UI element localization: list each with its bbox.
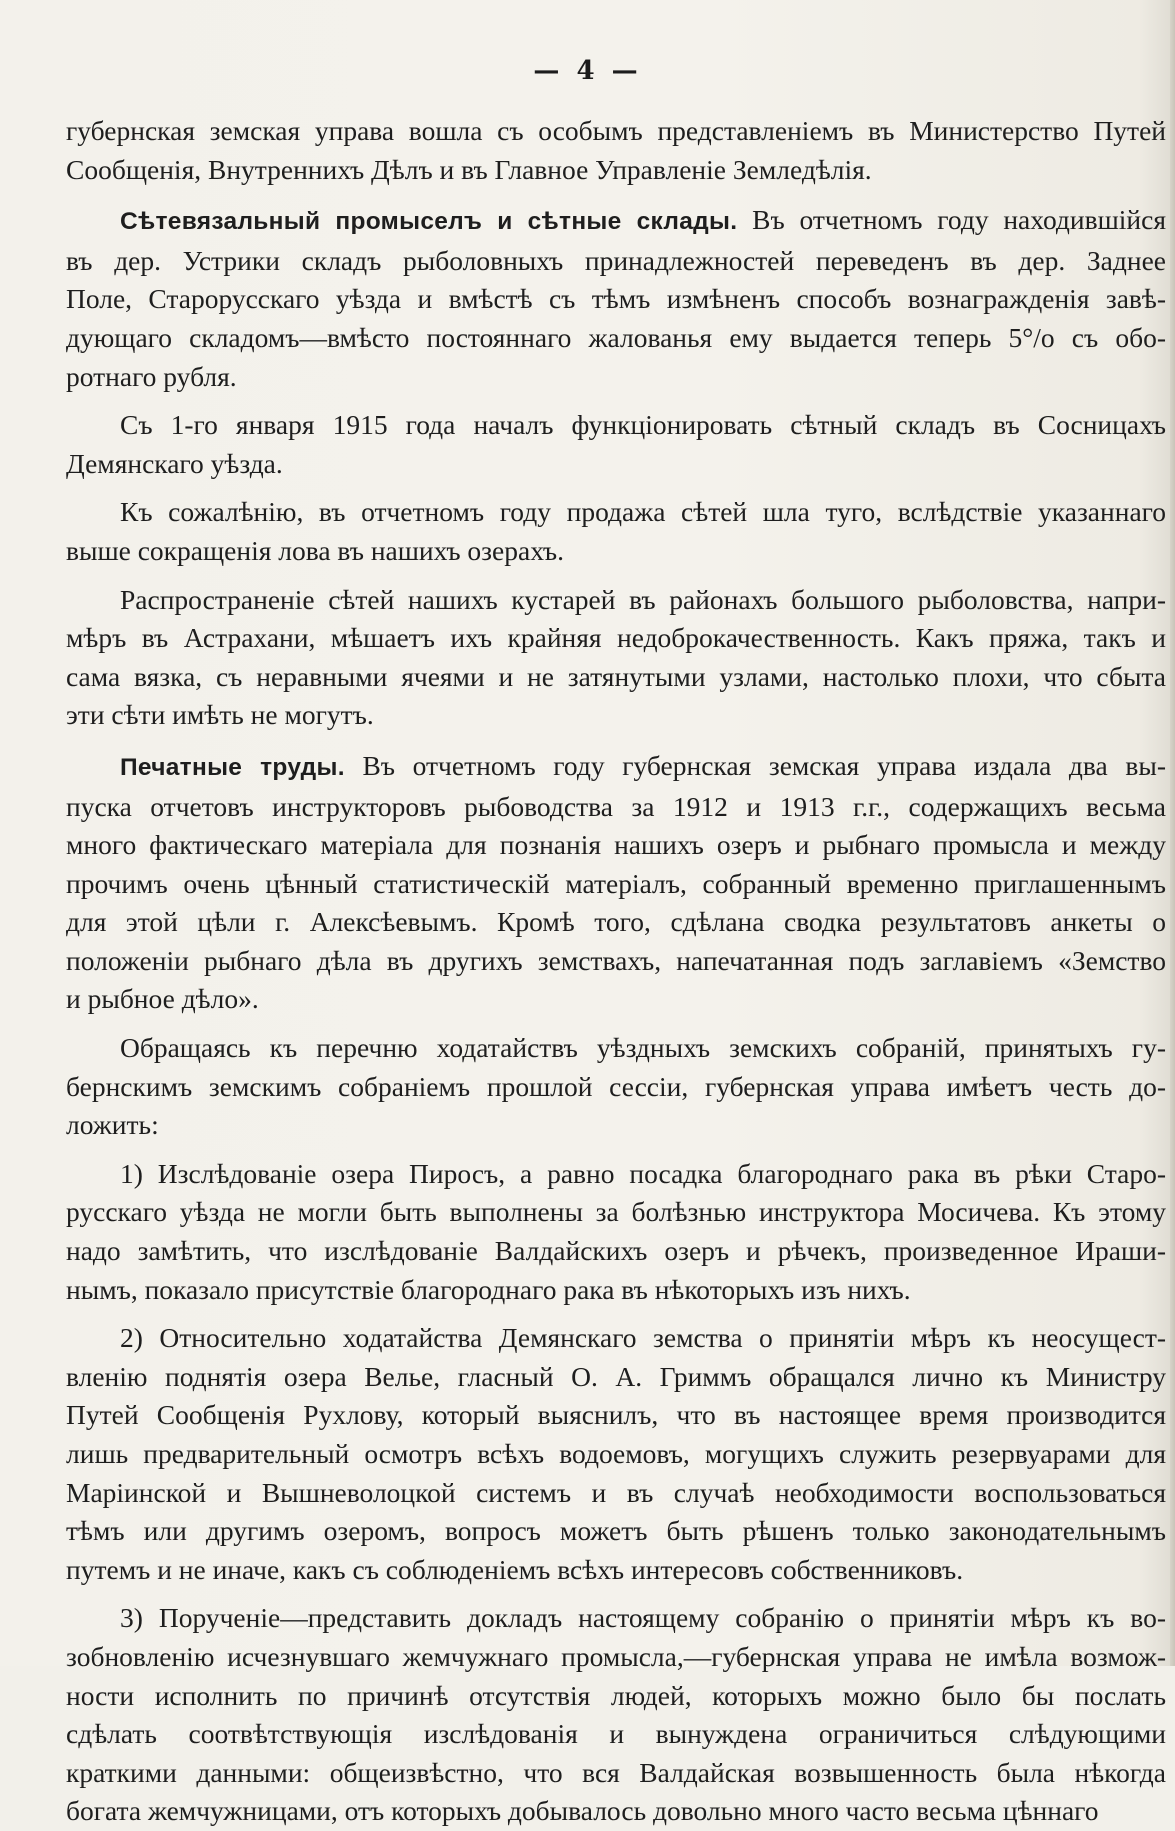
text-line: и рыбное дѣло».	[66, 983, 259, 1015]
text-line: пуска отчетовъ инструкторовъ рыбоводства за 1912 и 1913 г.г., содержащихъ весьма	[66, 790, 1166, 822]
text-line: Демянскаго уѣзда.	[66, 447, 283, 479]
text-line: въ дер. Устрики складъ рыболовныхъ принадлежностей переведенъ въ дер. Заднее	[66, 244, 1166, 276]
text-line: зобновленію исчезнувшаго жемчужнаго промысла,—губернская управа не имѣла возмож-	[66, 1640, 1166, 1672]
text-line: тѣмъ или другимъ озеромъ, вопросъ можетъ быть рѣшенъ только законодательнымъ	[66, 1515, 1166, 1547]
text-line: бернскимъ земскимъ собраніемъ прошлой сессіи, губернская управа имѣетъ честь до-	[66, 1070, 1166, 1102]
text-line: русскаго уѣзда не могли быть выполнены за болѣзнью инструктора Мосичева. Къ этому	[66, 1196, 1166, 1228]
text-line: ротнаго рубля.	[66, 360, 237, 392]
text-line: нымъ, показало присутствіе благороднаго рака въ нѣкоторыхъ изъ нихъ.	[66, 1273, 911, 1305]
text-line: эти сѣти имѣть не могутъ.	[66, 699, 374, 731]
page-edge-shadow	[1170, 0, 1175, 1666]
section-heading-net-industry: Сѣтевязальный промыселъ и сѣтные склады.	[120, 208, 738, 236]
paragraph-ministry-petition	[66, 112, 1166, 189]
text-line: Маріинской и Вышневолоцкой системъ и въ случаѣ необходимости воспользоваться	[66, 1476, 1166, 1508]
text-line: много фактическаго матеріала для познанія нашихъ озеръ и рыбнаго промысла и между	[66, 829, 1166, 861]
section-heading-printed-works: Печатные труды.	[120, 753, 345, 781]
text-line: Съ 1-го января 1915 года началъ функціонировать сѣтный складъ въ Сосницахъ	[120, 409, 1166, 441]
text-line: 3) Порученіе—представить докладъ настоящему собранію о принятіи мѣръ къ во-	[120, 1602, 1166, 1634]
text-line: лишь предварительный осмотръ всѣхъ водоемовъ, могущихъ служить резервуарами для	[66, 1438, 1166, 1469]
paragraph-printed-works	[66, 747, 1166, 1019]
paragraph-petitions-intro	[66, 1029, 1166, 1145]
page-number: — 4 —	[533, 56, 642, 86]
text-line: богата жемчужницами, отъ которыхъ добывалось довольно много часто весьма цѣннаго	[66, 1795, 1099, 1827]
text-line: ложить:	[66, 1109, 159, 1141]
paragraph-item-1	[66, 1155, 1166, 1309]
text-line: сама вязка, съ неравными ячеями и не затянутыми узлами, настолько плохи, что сбыта	[66, 660, 1166, 692]
text-line: губернская земская управа вошла съ особымъ представленіемъ въ Министерство Путей	[66, 115, 1166, 146]
text-line	[66, 201, 1166, 242]
text-line: Путей Сообщенія Рухлову, который выяснилъ, что въ настоящее время производится	[66, 1399, 1166, 1431]
text-line: для этой цѣли г. Алексѣевымъ. Кромѣ того, сдѣлана сводка результатовъ анкеты о	[66, 906, 1166, 938]
text-line: мѣръ въ Астрахани, мѣшаетъ ихъ крайняя недоброкачественность. Какъ пряжа, такъ и	[66, 622, 1166, 654]
text-line: вленію поднятія озера Велье, гласный О. А. Гриммъ обращался лично къ Министру	[66, 1360, 1166, 1392]
paragraph-net-sales	[66, 493, 1166, 570]
body-text	[66, 112, 1166, 1831]
text-line: Распространеніе сѣтей нашихъ кустарей въ районахъ большого рыболовства, напри-	[120, 583, 1166, 615]
text-run: Въ отчетномъ году губернская земская управа издала два вы-	[344, 749, 1166, 781]
paragraph-item-2	[66, 1319, 1166, 1589]
text-line: дующаго складомъ—вмѣсто постояннаго жалованья ему выдается теперь 5°/о съ обо-	[66, 321, 1166, 353]
paragraph-net-quality	[66, 581, 1166, 735]
text-line: 1) Изслѣдованіе озера Пиросъ, а равно посадка благороднаго рака въ рѣки Старо-	[120, 1157, 1166, 1189]
text-line: прочимъ очень цѣнный статистическій матеріалъ, собранный временно приглашеннымъ	[66, 867, 1166, 899]
text-line: ности исполнить по причинѣ отсутствія людей, которыхъ можно было бы послать	[66, 1679, 1166, 1711]
paragraph-item-3	[66, 1599, 1166, 1831]
text-line: сдѣлать соотвѣтствующія изслѣдованія и вынуждена ограничиться слѣдующими	[66, 1718, 1166, 1750]
text-line: 2) Относительно ходатайства Демянскаго земства о принятіи мѣръ къ неосущест-	[120, 1322, 1166, 1354]
text-line: Сообщенія, Внутреннихъ Дѣлъ и въ Главное Управленіе Земледѣлія.	[66, 153, 872, 185]
text-line: положеніи рыбнаго дѣла въ другихъ земствахъ, напечатанная подъ заглавіемъ «Земство	[66, 944, 1166, 976]
paragraph-net-industry	[66, 201, 1166, 396]
text-line: выше сокращенія лова въ нашихъ озерахъ.	[66, 534, 565, 566]
text-line: Къ сожалѣнію, въ отчетномъ году продажа сѣтей шла туго, вслѣдствіе указаннаго	[120, 496, 1166, 528]
text-line: краткими данными: общеизвѣстно, что вся Валдайская возвышенность была нѣкогда	[66, 1756, 1166, 1788]
text-line: надо замѣтить, что изслѣдованіе Валдайскихъ озеръ и рѣчекъ, произведенное Ираши-	[66, 1235, 1166, 1267]
text-line: Обращаясь къ перечню ходатайствъ уѣздныхъ земскихъ собраній, принятыхъ гу-	[120, 1032, 1166, 1064]
paragraph-sosnitsy-warehouse	[66, 406, 1166, 483]
text-run: Въ отчетномъ году находившійся	[737, 204, 1167, 236]
text-line	[66, 747, 1166, 788]
text-line: путемъ и не иначе, какъ съ соблюденіемъ всѣхъ интересовъ собственниковъ.	[66, 1553, 964, 1585]
text-line: Поле, Старорусскаго уѣзда и вмѣстѣ съ тѣмъ измѣненъ способъ вознагражденія завѣ-	[66, 283, 1166, 315]
